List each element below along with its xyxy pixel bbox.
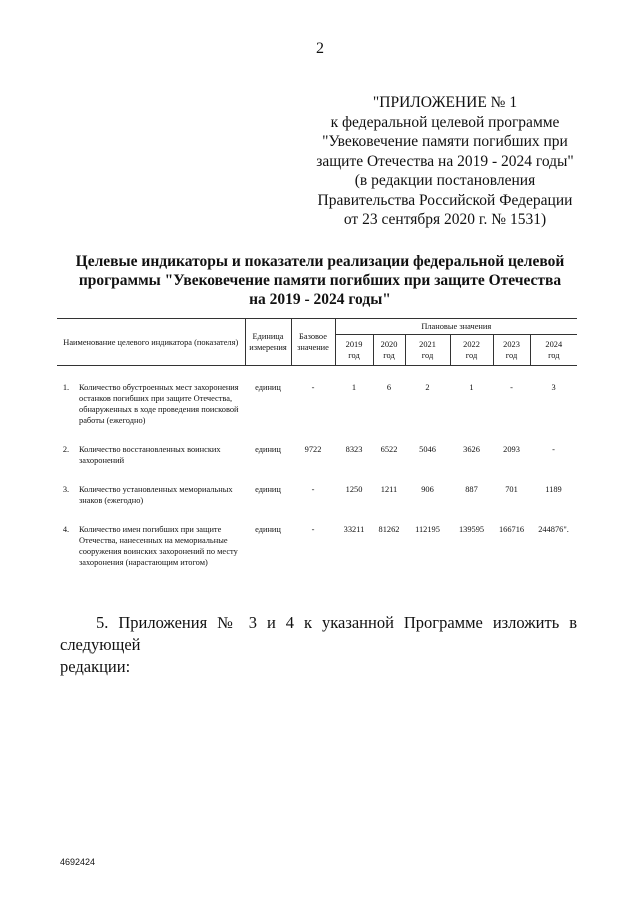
row-number: 1. [62, 383, 70, 392]
header-year-2020: 2020 год [373, 335, 405, 366]
row-number: 2. [62, 445, 70, 454]
header-base-value: Базовое значение [291, 319, 335, 366]
row-value-2021: 5046 [419, 445, 436, 454]
row-unit: единиц [255, 525, 281, 534]
row-value-2023: - [510, 383, 513, 392]
row-base-value: 9722 [304, 445, 322, 454]
table-row [57, 484, 577, 524]
paragraph-line: 5. Приложения № 3 и 4 к указанной Программе изложить в следующей [60, 613, 577, 654]
paragraph-line: редакции: [60, 657, 131, 676]
row-value-2023: 166716 [498, 525, 525, 534]
row-value-2024: 1189 [545, 485, 562, 494]
row-base-value: - [311, 525, 315, 534]
indicators-table [57, 318, 577, 586]
table-row [57, 524, 577, 586]
appendix-line: защите Отечества на 2019 - 2024 годы" [316, 152, 574, 170]
row-unit: единиц [255, 445, 281, 454]
row-number: 4. [62, 525, 70, 534]
row-base-value: - [311, 383, 315, 392]
row-value-2019: 1 [351, 383, 357, 392]
appendix-line: "Увековечение памяти погибших при [322, 133, 568, 150]
row-unit: единиц [255, 383, 281, 392]
header-planned-values: Плановые значения [335, 319, 577, 335]
row-value-2022: 1 [469, 383, 474, 392]
title-line: Целевые индикаторы и показатели реализации федеральной целевой [75, 253, 565, 270]
appendix-line: к федеральной целевой программе [330, 113, 560, 131]
row-value-2021: 2 [425, 383, 430, 392]
header-year-2021: 2021 год [405, 335, 450, 366]
appendix-line: от 23 сентября 2020 г. № 1531) [343, 211, 547, 228]
appendix-line: (в редакции постановления [354, 172, 536, 189]
header-indicator-name: Наименование целевого индикатора (показателя) [57, 319, 245, 366]
row-unit: единиц [255, 485, 281, 494]
header-year-2019: 2019 год [335, 335, 373, 366]
row-indicator-name: Количество восстановленных воинских захоронений [79, 445, 221, 465]
appendix-line: "ПРИЛОЖЕНИЕ № 1 [372, 94, 518, 111]
paragraph-5 [60, 612, 577, 678]
title-line: на 2019 - 2024 годы" [249, 291, 391, 308]
document-title [60, 252, 580, 309]
header-year-2024: 2024 год [530, 335, 577, 366]
page-number: 2 [316, 40, 324, 57]
table-row [57, 444, 577, 484]
appendix-header [300, 93, 590, 230]
row-value-2024: 3 [551, 383, 556, 392]
appendix-line: Правительства Российской Федерации [317, 191, 573, 209]
header-unit: Единица измерения [245, 319, 291, 366]
row-indicator-name: Количество установленных мемориальных знаков (ежегодно) [79, 485, 233, 505]
row-value-2022: 3626 [463, 445, 480, 454]
row-value-2019: 1250 [345, 485, 363, 494]
title-line: программы "Увековечение памяти погибших при защите Отечества [78, 272, 562, 289]
row-value-2020: 1211 [380, 485, 398, 494]
header-year-2022: 2022 год [450, 335, 493, 366]
row-value-2021: 906 [421, 485, 434, 494]
row-indicator-name: Количество обустроенных мест захоронения останков погибших при защите Отечества, обнаруженных в ходе проведения поисковой работы (ежегодно) [79, 383, 239, 425]
row-value-2024: - [552, 445, 555, 454]
row-value-2022: 887 [465, 485, 478, 494]
row-value-2020: 81262 [378, 525, 400, 534]
row-value-2020: 6 [386, 383, 392, 392]
header-year-2023: 2023 год [493, 335, 530, 366]
row-value-2024: 244876". [538, 525, 569, 534]
row-number: 3. [62, 485, 70, 494]
table-row [57, 366, 577, 445]
row-value-2022: 139595 [458, 525, 485, 534]
row-indicator-name: Количество имен погибших при защите Отечества, нанесенных на мемориальные сооружения воинских захоронений по месту захоронения (нарастающим итогом) [79, 525, 238, 567]
row-base-value: - [311, 485, 315, 494]
row-value-2021: 112195 [415, 525, 440, 534]
row-value-2019: 33211 [343, 525, 365, 534]
document-id: 4692424 [60, 857, 96, 867]
row-value-2020: 6522 [380, 445, 398, 454]
row-value-2019: 8323 [345, 445, 363, 454]
row-value-2023: 2093 [503, 445, 520, 454]
row-value-2023: 701 [505, 485, 518, 494]
